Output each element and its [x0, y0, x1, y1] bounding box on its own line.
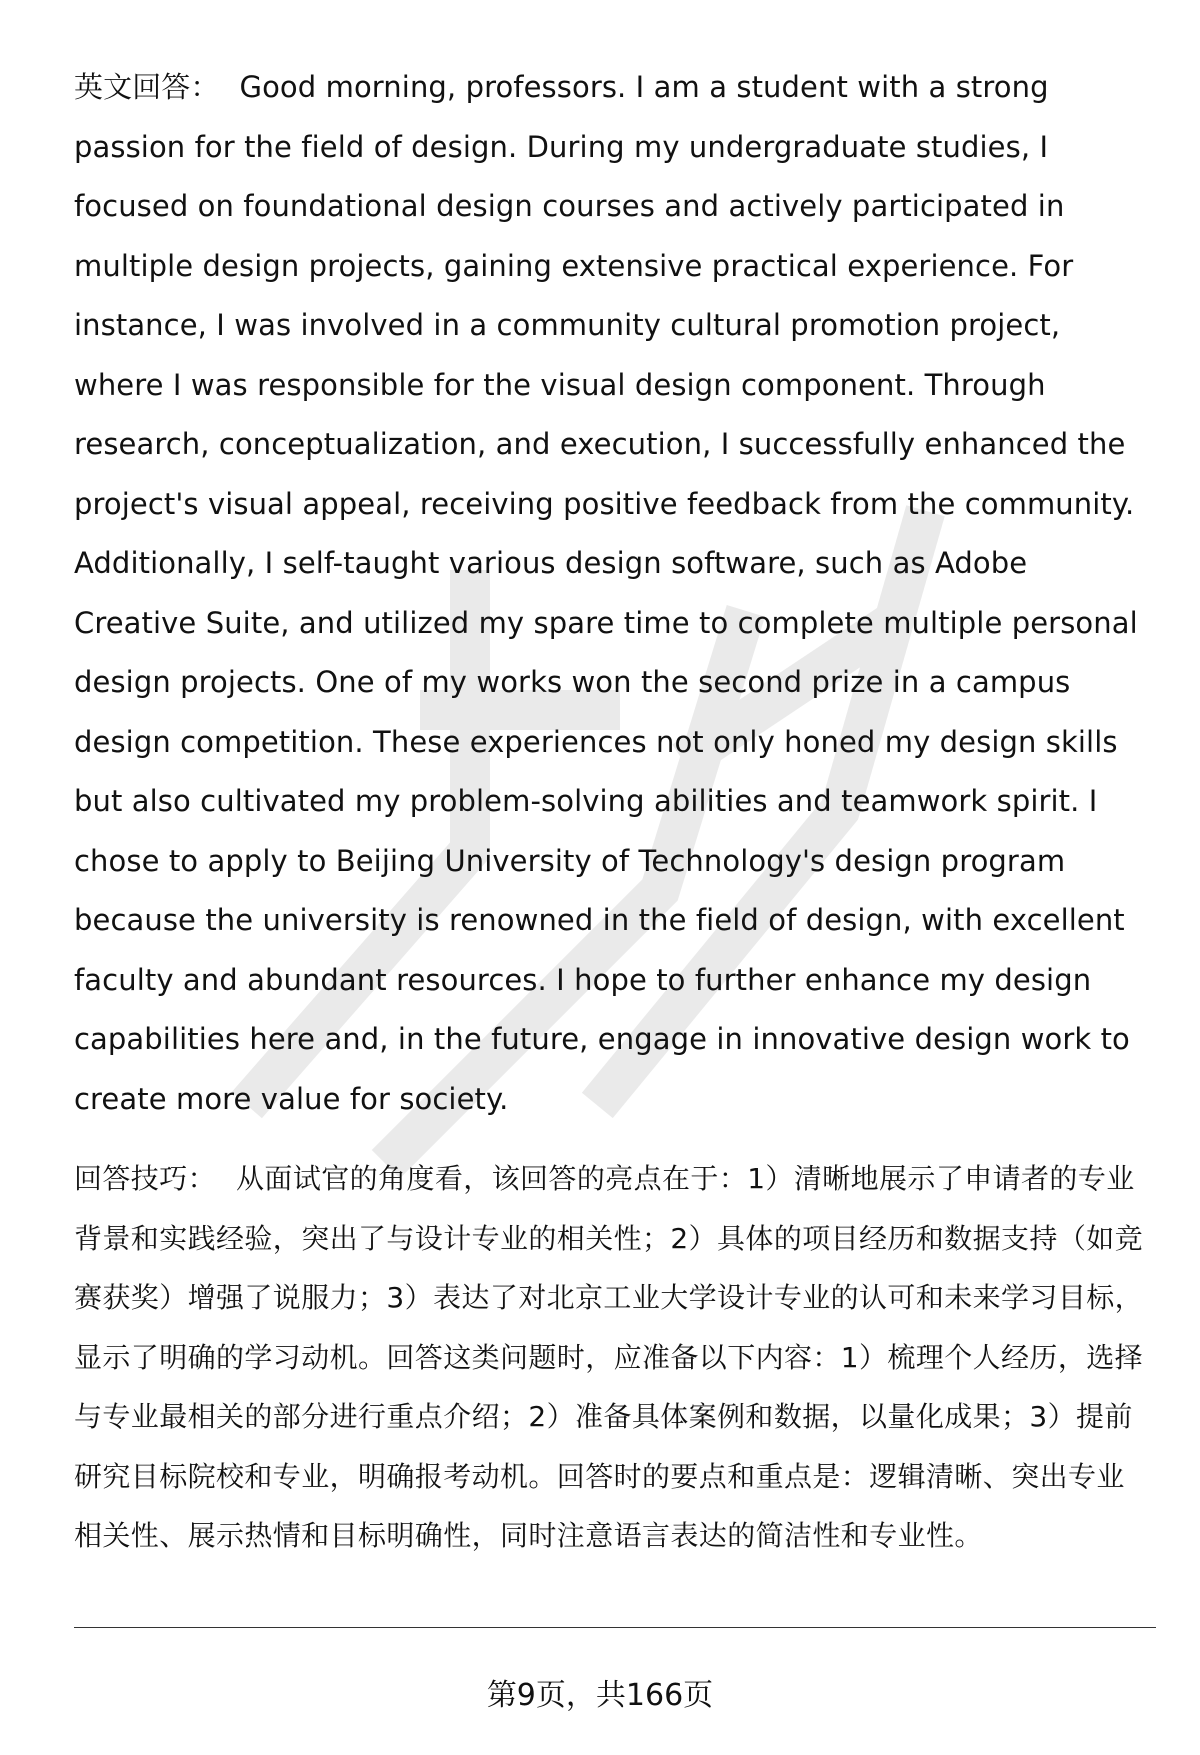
english-answer-label: 英文回答： — [74, 70, 220, 104]
answer-tips-label: 回答技巧： — [74, 1162, 217, 1195]
english-answer-text: Good morning, professors. I am a student with a strong passion for the field of design. During my undergraduate studies, I focused on foundational design courses and actively participated in multiple design projects, gaining extensive practical experience. For instance, I was involved in a community cultural promotion project, where I was responsible for the visual design component. Through research, conceptualization, and execution, I successfully enhanced the project's visual appeal, receiving positive feedback from the community. Additionally, I self-taught various design software, such as Adobe Creative Suite, and utilized my spare time to complete multiple personal design projects. One of my works won the second prize in a campus design competition. These experiences not only honed my design skills but also cultivated my problem-solving abilities and teamwork spirit. I chose to apply to Beijing University of Technology's design program because the university is renowned in the field of design, with excellent faculty and abundant resources. I hope to further enhance my design capabilities here and, in the future, engage in innovative design work to create more value for society. — [74, 70, 1138, 1116]
answer-tips-text: 从面试官的角度看，该回答的亮点在于：1）清晰地展示了申请者的专业背景和实践经验，突出了与设计专业的相关性；2）具体的项目经历和数据支持（如竞赛获奖）增强了说服力；3）表达了对北京工业大学设计专业的认可和未来学习目标，显示了明确的学习动机。回答这类问题时，应准备以下内容：1）梳理个人经历，选择与专业最相关的部分进行重点介绍；2）准备具体案例和数据，以量化成果；3）提前研究目标院校和专业，明确报考动机。回答时的要点和重点是：逻辑清晰、突出专业相关性、展示热情和目标明确性，同时注意语言表达的简洁性和专业性。 — [74, 1162, 1144, 1552]
content-body — [74, 58, 1146, 1566]
page-indicator: 第9页，共166页 — [486, 1678, 714, 1713]
footer-divider — [74, 1627, 1156, 1628]
english-answer-paragraph — [74, 58, 1146, 1129]
answer-tips-paragraph — [74, 1149, 1146, 1566]
